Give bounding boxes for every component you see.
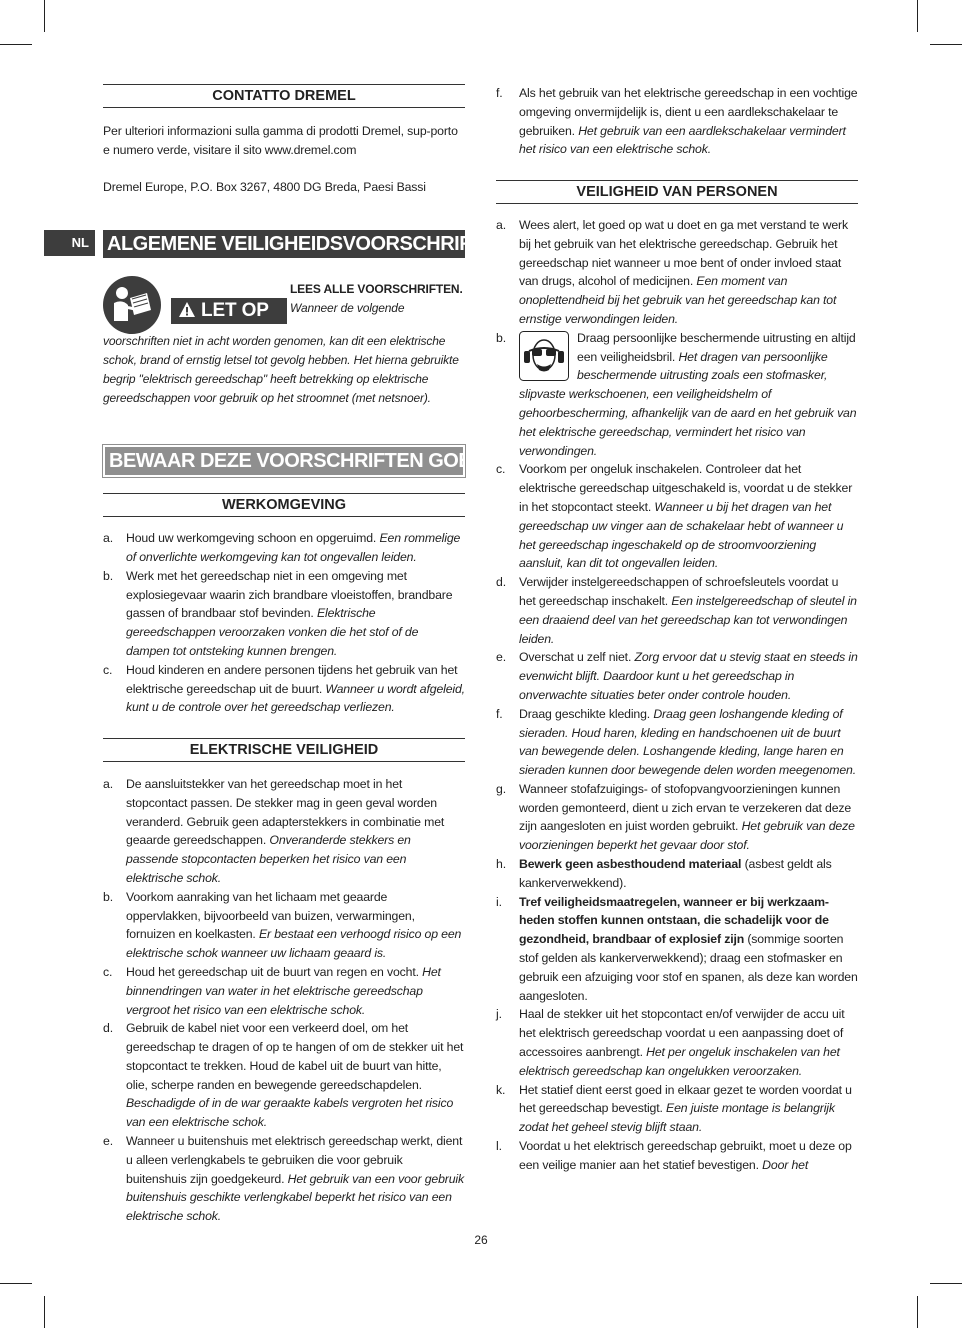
- list-item: c. Houd kinderen en andere personen tijdens het gebruik van het elektrische gereedschap uit de buurt. Wanneer u wordt afgeleid, kunt u de controle over het gereedschap verliezen.: [103, 662, 465, 715]
- electrical-safety-list: [103, 775, 465, 1226]
- list-item: d. Verwijder instelgereedschappen of schroefsleutels voordat u het gereedschap inschakelt. Een instelgereedschap of sleutel in een draaiend deel van het gereedschap kan tot verwondingen leiden.: [496, 575, 857, 646]
- main-heading: ALGEMENE VEILIGHEIDSVOORSCHRIFTEN: [103, 230, 465, 258]
- contact-text: Per ulteriori informazioni sulla gamma di prodotti Dremel, sup-porto e numero verde, visitare il sito www.dremel.com: [103, 123, 458, 157]
- work-area-list: [103, 529, 465, 717]
- crop-mark: [44, 0, 45, 32]
- list-item: i. Tref veiligheidsmaatregelen, wanneer er bij werkzaam-heden stoffen kunnen ontstaan, die schadelijk voor de gezondheid, brandbaar of explosief zijn (sommige soorten stof gelden als kankerverwekkend); draag een stofmasker en gebruik een afzuiging voor stof en spanen, als deze kan worden aangesloten.: [496, 894, 858, 1003]
- list-item: a. Houd uw werkomgeving schoon en opgeruimd. Een rommelige of onverlichte werkomgeving kan tot ongevallen leiden.: [103, 531, 461, 564]
- warning-label-text: LET OP: [201, 300, 269, 322]
- personal-safety-heading: VEILIGHEID VAN PERSONEN: [496, 180, 858, 204]
- left-column: [103, 84, 510, 1226]
- crop-mark: [0, 44, 32, 45]
- crop-mark: [917, 1296, 918, 1328]
- safety-gear-icon: [519, 331, 569, 381]
- keep-instructions-heading: BEWAAR DEZE VOORSCHRIFTEN GOED: [103, 445, 465, 477]
- personal-safety-list: [496, 216, 858, 1175]
- warning-block: [103, 276, 465, 334]
- list-item: b. Draag persoonlijke beschermende uitrusting en altijd een veiligheidsbril. Het dragen van persoonlijke beschermende uitrusting zoals een stofmasker, slipvaste werkschoenen, een veiligheidshelm of gehoorbescherming, afhankelijk van de aard en het gebruik van het elektrische gereedschap, vermindert het risico van verwondingen.: [496, 330, 857, 458]
- contact-heading: CONTATTO DREMEL: [103, 84, 465, 108]
- list-item: e. Wanneer u buitenshuis met elektrisch gereedschap werkt, dient u alleen verlengkabels te gebruiken die voor gebruik buitenshuis zijn goedgekeurd. Het gebruik van een voor gebruik buitenshuis geschikte verlengkabel beperkt het risico van een elektrische schok.: [103, 1134, 464, 1224]
- list-item: l. Voordat u het elektrisch gereedschap gebruikt, moet u deze op een veilige manier aan het statief bevestigen. Door het: [496, 1139, 852, 1172]
- language-tab: NL: [44, 230, 95, 256]
- electrical-safety-heading: ELEKTRISCHE VEILIGHEID: [103, 738, 465, 762]
- list-item: b. Voorkom aanraking van het lichaam met geaarde oppervlakken, bijvoorbeeld van buizen, verwarmingen, fornuizen en koelkasten. Er bestaat een verhoogd risico op een elektrische schok wanneer uw lichaam geaard is.: [103, 889, 462, 961]
- electrical-safety-list-continued: [496, 84, 858, 159]
- warning-label: [171, 298, 287, 324]
- list-item: c. Voorkom per ongeluk inschakelen. Controleer dat het elektrische gereedschap uitgeschakeld is, voordat u de stekker in het stopcontact steekt. Wanneer u bij het dragen van het gereedschap uw vinger aan de schakelaar hebt of wanneer u het gereedschap ingeschakeld op de stroomvoorziening aansluit, kan dit tot ongevallen leiden.: [496, 462, 853, 571]
- list-item: b. Werk met het gereedschap niet in een omgeving met explosiegevaar waarin zich brandbare vloeistoffen, brandbare gassen of brandbaar stof bevinden. Elektrische gereedschappen veroorzaken vonken die het stof of de dampen tot ontsteking kunnen brengen.: [103, 568, 453, 658]
- list-item: a. Wees alert, let goed op wat u doet en ga met verstand te werk bij het gebruik van het elektrische gereedschap. Gebruik het gereedschap niet wanneer u moe bent of onder invloed staat van drugs, alcohol of medicijnen. Een moment van onoplettendheid bij het gebruik van het gereedschap kan tot ernstige verwondingen leiden.: [496, 217, 848, 326]
- read-manual-icon: [103, 276, 161, 334]
- crop-mark: [930, 1283, 962, 1284]
- page-number: 26: [474, 1233, 488, 1247]
- list-item: d. Gebruik de kabel niet voor een verkeerd doel, om het gereedschap te dragen of op te hangen of om de stekker uit het stopcontact te trekken. Houd de kabel uit de buurt van hitte, olie, scherpe randen en bewegende gereedschapdelen. Beschadigde of in de war geraakte kabels vergroten het risico van een elektrische schok.: [103, 1021, 464, 1130]
- list-item: g. Wanneer stofafzuigings- of stofopvangvoorzieningen kunnen worden gemonteerd, dient u zich ervan te verzekeren dat deze zijn aangesloten en juist worden gebruikt. Het gebruik van deze voorzieningen beperkt het gevaar door stof.: [496, 781, 855, 853]
- crop-mark: [0, 1283, 32, 1284]
- list-item: f. Draag geschikte kleding. Draag geen loshangende kleding of sieraden. Houd haren, kleding en handschoenen uit de buurt van bewegende delen. Loshangende kleding, lange haren en sieraden kunnen door bewegende delen worden meegenomen.: [496, 706, 856, 778]
- crop-mark: [44, 1296, 45, 1328]
- list-item: j. Haal de stekker uit het stopcontact en/of verwijder de accu uit het elektrisch gereedschap voordat u een aanpassing doet of accessoires aanbrengt. Het per ongeluk inschakelen van het elektrisch gereedschap kan ongelukken veroorzaken.: [496, 1007, 845, 1078]
- warning-italic-inline: Wanneer de volgende: [290, 300, 405, 315]
- warning-intro: [290, 280, 465, 318]
- list-item: f. Als het gebruik van het elektrische gereedschap in een vochtige omgeving onvermijdelijk is, dient u een aardlekschakelaar te gebruiken. Het gebruik van een aardlekschakelaar vermindert het risico van een elektrische schok.: [496, 86, 858, 157]
- work-area-heading: WERKOMGEVING: [103, 493, 465, 517]
- list-item: h. Bewerk geen asbesthoudend materiaal (asbest geldt als kankerverwekkend).: [496, 857, 832, 890]
- warning-icon: [179, 302, 195, 317]
- list-item: c. Houd het gereedschap uit de buurt van regen en vocht. Het binnendringen van water in het elektrische gereedschap vergroot het risico van een elektrische schok.: [103, 964, 441, 1017]
- list-item: k. Het statief dient eerst goed in elkaar gezet te worden voordat u het gereedschap bevestigt. Een juiste montage is belangrijk zodat het geheel stevig blijft staan.: [496, 1082, 852, 1135]
- right-column: [496, 84, 858, 1175]
- list-item: a. De aansluitstekker van het gereedschap moet in het stopcontact passen. De stekker mag in geen geval worden veranderd. Gebruik geen adapterstekkers in combinatie met geaarde gereedschappen. Onveranderde stekkers en passende stopcontacten beperken het risico van een elektrische schok.: [103, 776, 445, 885]
- crop-mark: [930, 44, 962, 45]
- contact-address: Dremel Europe, P.O. Box 3267, 4800 DG Breda, Paesi Bassi: [103, 180, 426, 195]
- warning-bold: LEES ALLE VOORSCHRIFTEN.: [290, 282, 463, 297]
- crop-mark: [917, 0, 918, 32]
- warning-text: voorschriften niet in acht worden genomen, kan dit een elektrische schok, brand of ernstig letsel tot gevolg hebben. Het hierna gebruikte begrip "elektrisch gereedschap" heeft betrekking op elektrische gereedschappen voor gebruik op het stroomnet (met netsnoer).: [103, 334, 459, 405]
- list-item: e. Overschat u zelf niet. Zorg ervoor dat u stevig staat en steeds in evenwicht blijft. Daardoor kunt u het gereedschap in onverwachte situaties beter onder controle houden.: [496, 650, 858, 702]
